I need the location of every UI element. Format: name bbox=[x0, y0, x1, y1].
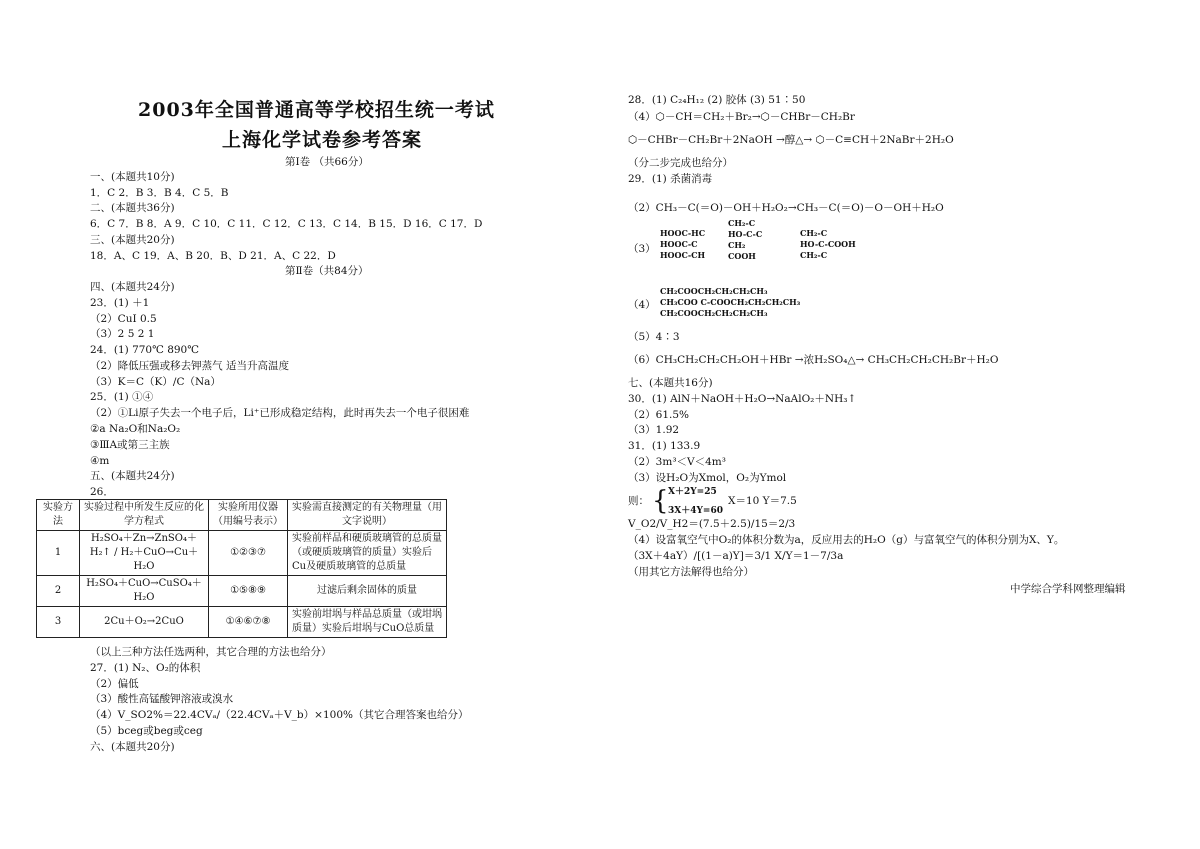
table-cell-method: 1 bbox=[37, 531, 80, 576]
text-line: 二、(本题共36分) bbox=[90, 202, 175, 214]
equation-brace: { bbox=[652, 486, 669, 516]
text-line: ④m bbox=[90, 455, 110, 467]
text-line: ⬡－CHBr－CH₂Br＋2NaOH →醇△→ ⬡－C≡CH＋2NaBr＋2H₂O bbox=[628, 134, 954, 146]
text-line: 24．(1) 770℃ 890℃ bbox=[90, 344, 199, 356]
text-line: 七、(本题共16分) bbox=[628, 377, 713, 389]
text-line: 四、(本题共24分) bbox=[90, 281, 175, 293]
text-line: （用其它方法解得也给分） bbox=[628, 566, 754, 578]
text-line: 27．(1) N₂、O₂的体积 bbox=[90, 662, 201, 674]
structure-formula-ester: CH₂COOCH₂CH₂CH₂CH₃ CH₃COO C-COOCH₂CH₂CH₂CH₃ CH₂COOCH₂CH₂CH₂CH₃ bbox=[660, 286, 801, 318]
text-line: 一、(本题共10分) bbox=[90, 171, 175, 183]
text-line: 第Ⅱ卷（共84分） bbox=[285, 265, 369, 277]
text-line: 五、(本题共24分) bbox=[90, 470, 175, 482]
doc-title-line2: 上海化学试卷参考答案 bbox=[222, 129, 423, 151]
text-line: 1．C 2．B 3．B 4．C 5．B bbox=[90, 187, 229, 199]
text-line: （2）①Li原子失去一个电子后，Li⁺已形成稳定结构，此时再失去一个电子很困难 bbox=[90, 407, 470, 419]
table-row bbox=[37, 531, 447, 576]
text-line: （5）4∶3 bbox=[628, 331, 680, 343]
text-line: （3）2 5 2 1 bbox=[90, 328, 155, 340]
text-line: （2）CH₃－C(＝O)－OH＋H₂O₂→CH₃－C(＝O)－O－OH＋H₂O bbox=[628, 202, 944, 214]
text-line: （2）CuI 0.5 bbox=[90, 313, 157, 325]
table-header-row bbox=[37, 500, 447, 531]
text-line: 23．(1) ＋1 bbox=[90, 297, 150, 309]
text-line: （4）V_SO2%＝22.4CVₐ/（22.4CVₐ＋V_b）×100%（其它合理答案也给分） bbox=[90, 709, 469, 721]
table-header-cell: 实验需直接测定的有关物理量（用文字说明） bbox=[288, 500, 447, 531]
text-line: （4）设富氧空气中O₂的体积分数为a，反应用去的H₂O（g）与富氧空气的体积分别为X、Y。 bbox=[628, 534, 1065, 546]
structure-formula-b: CH₂-C HO-C-C CH₂ COOH bbox=[728, 218, 763, 261]
text-line: （3）酸性高锰酸钾溶液或溴水 bbox=[90, 693, 234, 705]
table-header-cell: 实验方法 bbox=[37, 500, 80, 531]
structure-formula-a: HOOC-HC HOOC-C HOOC-CH bbox=[660, 228, 706, 260]
text-line: （3）K＝C（K）/C（Na） bbox=[90, 376, 221, 388]
text-line: （3）1.92 bbox=[628, 424, 680, 436]
table-header-cell: 实验过程中所发生反应的化学方程式 bbox=[80, 500, 209, 531]
text-line: X＝10 Y＝7.5 bbox=[728, 495, 797, 507]
table-cell-method: 3 bbox=[37, 607, 80, 638]
text-line: ②a Na₂O和Na₂O₂ bbox=[90, 423, 181, 435]
text-line: （4） bbox=[628, 299, 656, 311]
text-line: 6．C 7．B 8．A 9．C 10．C 11．C 12．C 13．C 14．B 15．D 16．C 17．D bbox=[90, 218, 483, 230]
table-cell-equation: H₂SO₄＋Zn→ZnSO₄＋H₂↑ / H₂＋CuO→Cu＋H₂O bbox=[80, 531, 209, 576]
table-header-cell: 实验所用仪器（用编号表示） bbox=[209, 500, 288, 531]
text-line: （3）设H₂O为Xmol，O₂为Ymol bbox=[628, 472, 787, 484]
text-line: 28．(1) C₂₄H₁₂ (2) 胶体 (3) 51∶50 bbox=[628, 94, 806, 106]
text-line: ③ⅢA或第三主族 bbox=[90, 439, 170, 451]
equation-system-2: 3X＋4Y=60 bbox=[668, 506, 723, 516]
equation-system-1: X＋2Y=25 bbox=[668, 487, 717, 497]
text-line: （4）⬡－CH＝CH₂＋Br₂→⬡－CHBr－CH₂Br bbox=[628, 111, 855, 123]
text-line: （以上三种方法任选两种，其它合理的方法也给分） bbox=[90, 646, 332, 658]
text-line: （3X＋4aY）/[(1－a)Y]＝3/1 X/Y＝1－7/3a bbox=[628, 550, 844, 562]
table-cell-measure: 实验前坩埚与样品总质量（或坩埚质量）实验后坩埚与CuO总质量 bbox=[288, 607, 447, 638]
footer-credit: 中学综合学科网整理编辑 bbox=[1010, 583, 1126, 595]
doc-title-line1: 2003年全国普通高等学校招生统一考试 bbox=[138, 99, 495, 121]
text-line: （2）偏低 bbox=[90, 678, 139, 690]
table-cell-measure: 过滤后剩余固体的质量 bbox=[288, 576, 447, 607]
table-cell-equation: 2Cu＋O₂→2CuO bbox=[80, 607, 209, 638]
text-line: 则： bbox=[628, 495, 649, 507]
text-line: （3） bbox=[628, 243, 656, 255]
table-cell-instruments: ①④⑥⑦⑧ bbox=[209, 607, 288, 638]
text-line: 三、(本题共20分) bbox=[90, 234, 175, 246]
structure-formula-c: CH₂-C HO-C-COOH CH₂-C bbox=[800, 228, 856, 260]
experiment-table bbox=[36, 499, 447, 638]
table-row bbox=[37, 607, 447, 638]
text-line: （分二步完成也给分） bbox=[628, 157, 733, 169]
text-line: （5）bceg或beg或ceg bbox=[90, 725, 203, 737]
text-line: （6）CH₃CH₂CH₂CH₂OH＋HBr →浓H₂SO₄△→ CH₃CH₂CH₂CH₂Br＋H₂O bbox=[628, 354, 999, 366]
table-cell-equation: H₂SO₄＋CuO→CuSO₄＋H₂O bbox=[80, 576, 209, 607]
text-line: 18．A、C 19．A、B 20．B、D 21．A、C 22．D bbox=[90, 250, 336, 262]
text-line: V_O2/V_H2＝(7.5＋2.5)/15＝2/3 bbox=[628, 518, 796, 530]
text-line: （2）降低压强或移去钾蒸气 适当升高温度 bbox=[90, 360, 290, 372]
text-line: 第Ⅰ卷 （共66分） bbox=[285, 156, 369, 168]
table-cell-measure: 实验前样品和硬质玻璃管的总质量（或硬质玻璃管的质量）实验后Cu及硬质玻璃管的总质量 bbox=[288, 531, 447, 576]
table-row bbox=[37, 576, 447, 607]
text-line: 29．(1) 杀菌消毒 bbox=[628, 173, 713, 185]
text-line: 26． bbox=[90, 486, 114, 498]
text-line: 25．(1) ①④ bbox=[90, 391, 154, 403]
text-line: 30．(1) AlN＋NaOH＋H₂O→NaAlO₂＋NH₃↑ bbox=[628, 393, 857, 405]
text-line: （2）61.5% bbox=[628, 409, 690, 421]
text-line: 六、(本题共20分) bbox=[90, 741, 175, 753]
table-cell-method: 2 bbox=[37, 576, 80, 607]
table-cell-instruments: ①②③⑦ bbox=[209, 531, 288, 576]
text-line: 31．(1) 133.9 bbox=[628, 440, 701, 452]
text-line: （2）3m³＜V＜4m³ bbox=[628, 456, 726, 468]
table-cell-instruments: ①⑤⑧⑨ bbox=[209, 576, 288, 607]
